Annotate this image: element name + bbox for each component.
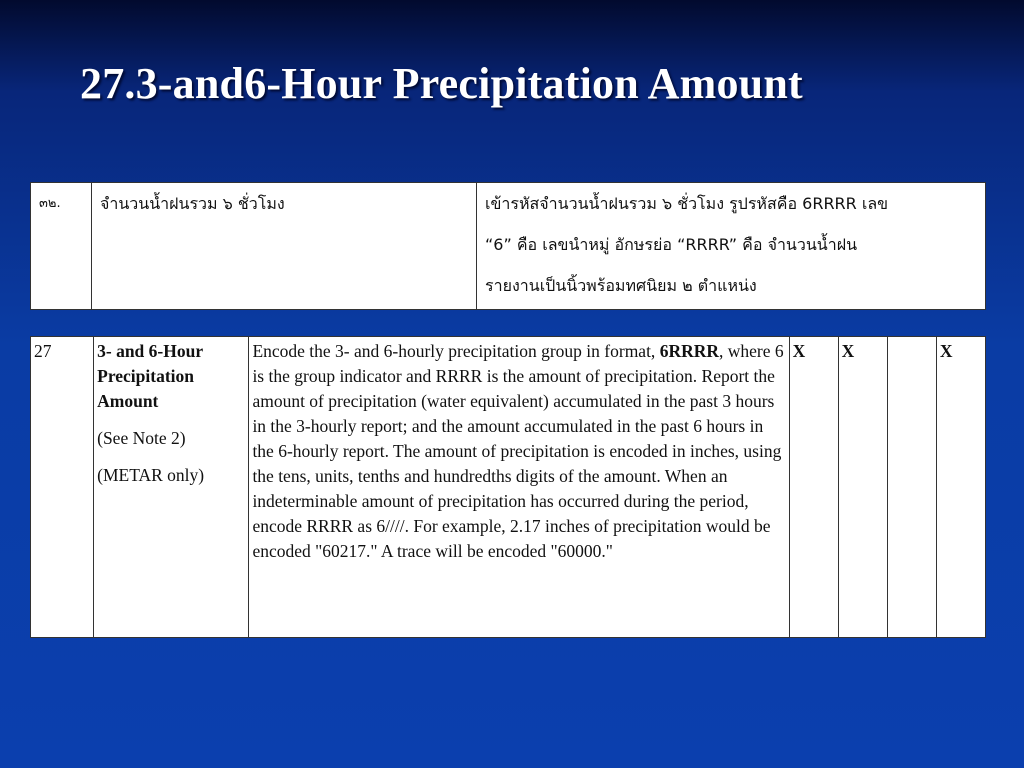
slide-title: 27.3-and6-Hour Precipitation Amount bbox=[80, 59, 803, 108]
description-text: , where 6 is the group indicator and RRRR is the amount of precipitation. Report the amount of precipitation (water equivalent) accumulated in the past 3 hours in the 3-hourly report; and the amount accumulated in the past 6 hours in the 6-hourly report. The amount of precipitation is encoded in inches, using the tens, units, tenths and hundredths digits of the amount. When an indeterminable amount of precipitation has occurred during the period, encode RRRR as 6////. For example, 2.17 inches of precipitation would be encoded "60217." A trace will be encoded "60000." bbox=[252, 341, 784, 561]
item-description bbox=[477, 183, 986, 310]
name-line: Amount bbox=[97, 391, 159, 411]
table-row bbox=[31, 337, 986, 638]
english-code-table bbox=[30, 336, 986, 638]
description-line: “6” คือ เลขนำหมู่ อักษรย่อ “RRRR” คือ จำนวนน้ำฝน bbox=[485, 235, 858, 254]
applicability-mark: X bbox=[936, 337, 985, 638]
item-name bbox=[94, 337, 249, 638]
applicability-mark: X bbox=[838, 337, 887, 638]
thai-code-table bbox=[30, 182, 986, 310]
item-number: 27 bbox=[31, 337, 94, 638]
description-line: เข้ารหัสจำนวนน้ำฝนรวม ๖ ชั่วโมง รูปรหัสคือ 6RRRR เลข bbox=[485, 194, 889, 213]
name-line: Precipitation bbox=[97, 366, 195, 386]
applicability-mark bbox=[887, 337, 936, 638]
description-line: รายงานเป็นนิ้วพร้อมทศนิยม ๒ ตำแหน่ง bbox=[485, 276, 757, 295]
note-reference: (See Note 2) bbox=[97, 428, 186, 448]
item-description bbox=[249, 337, 789, 638]
description-text: Encode the 3- and 6-hourly precipitation group in format, bbox=[252, 341, 656, 361]
metar-note: (METAR only) bbox=[97, 465, 205, 485]
item-number: ๓๒. bbox=[31, 183, 92, 310]
applicability-mark: X bbox=[789, 337, 838, 638]
name-line: 3- and 6-Hour bbox=[97, 341, 204, 361]
item-name: จำนวนน้ำฝนรวม ๖ ชั่วโมง bbox=[92, 183, 477, 310]
table-row bbox=[31, 183, 986, 310]
format-code: 6RRRR bbox=[659, 341, 719, 361]
